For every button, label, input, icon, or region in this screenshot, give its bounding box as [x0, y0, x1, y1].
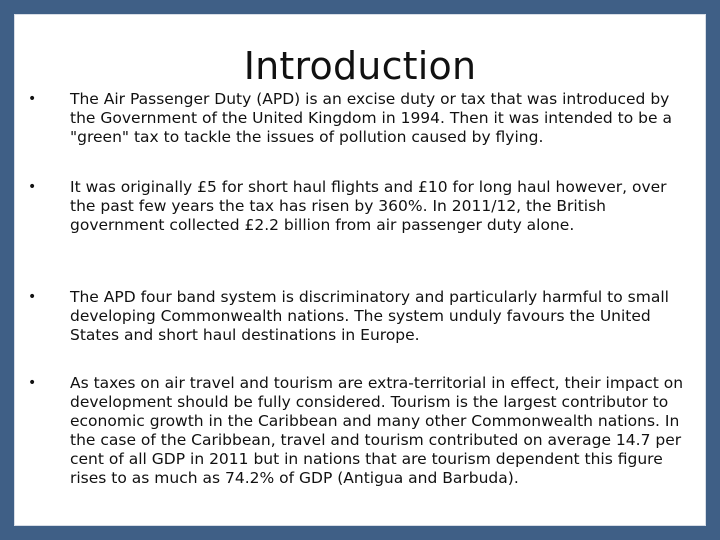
bullet-item [26, 374, 690, 488]
bullet-marker: • [28, 91, 37, 107]
bullet-item [26, 288, 690, 345]
bullet-text: It was originally £5 for short haul flights and £10 for long haul however, over the past few years the tax has risen by 360%. In 2011/12, the British government collected £2.2 billion from air passenger duty alone. [70, 178, 667, 234]
bullet-text: As taxes on air travel and tourism are extra-territorial in effect, their impact on development should be fully considered. Tourism is the largest contributor to economic growth in the Caribbean and many other Commonwealth nations. In the case of the Caribbean, travel and tourism contributed on average 14.7 per cent of all GDP in 2011 but in nations that are tourism dependent this figure rises to as much as 74.2% of GDP (Antigua and Barbuda). [70, 374, 684, 487]
slide-title: Introduction [243, 44, 477, 88]
bullet-text: The Air Passenger Duty (APD) is an excise duty or tax that was introduced by the Government of the United Kingdom in 1994. Then it was intended to be a "green" tax to tackle the issues of pollution caused by flying. [70, 90, 672, 146]
bullet-marker: • [28, 179, 37, 195]
bullet-marker: • [28, 375, 37, 391]
bullet-item [26, 178, 690, 235]
bullet-item [26, 90, 690, 147]
bullet-marker: • [28, 289, 37, 305]
bullet-text: The APD four band system is discriminatory and particularly harmful to small developing Commonwealth nations. The system unduly favours the United States and short haul destinations in Europe. [70, 288, 669, 344]
